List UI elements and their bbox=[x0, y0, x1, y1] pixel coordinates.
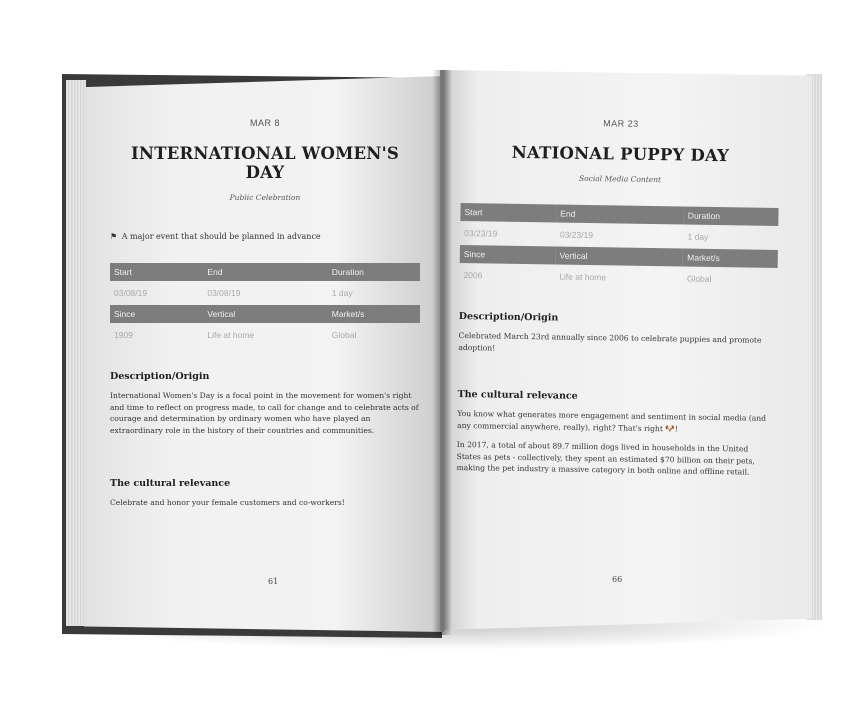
table-row bbox=[110, 323, 420, 347]
table-header-cell: End bbox=[203, 263, 327, 281]
table-header-cell: End bbox=[556, 204, 684, 224]
table-cell: 03/23/19 bbox=[559, 229, 594, 241]
page-number: 66 bbox=[612, 575, 623, 584]
table-header-cell: Start bbox=[110, 263, 203, 281]
planning-note-text: A major event that should be planned in advance bbox=[121, 232, 321, 241]
table-header-cell: Since bbox=[460, 245, 556, 265]
table-row bbox=[459, 263, 777, 292]
table-row bbox=[110, 281, 420, 305]
table-header-cell: Vertical bbox=[555, 246, 683, 266]
table-header-cell: Market/s bbox=[328, 305, 420, 323]
table-cell: Global bbox=[686, 273, 712, 284]
table-cell: 03/08/19 bbox=[114, 288, 148, 298]
book-gutter bbox=[432, 70, 452, 635]
section-heading: Description/Origin bbox=[110, 371, 210, 382]
table-header-cell: Duration bbox=[684, 206, 779, 225]
table-cell: Life at home bbox=[559, 271, 607, 283]
table-header-cell: Vertical bbox=[203, 305, 327, 323]
table-cell: 1 day bbox=[687, 231, 709, 242]
section-heading: The cultural relevance bbox=[110, 478, 231, 489]
left-page-content bbox=[110, 118, 420, 509]
page-subtitle: Public Celebration bbox=[229, 193, 301, 202]
table-header-row bbox=[110, 263, 420, 281]
table-cell: Global bbox=[331, 330, 357, 340]
page-title: NATIONAL PUPPY DAY bbox=[511, 142, 730, 166]
description-text: Celebrated March 23rd annually since 2006 to celebrate puppies and promote adoption! bbox=[458, 330, 762, 353]
table-cell: Life at home bbox=[207, 330, 255, 340]
table-header-row bbox=[110, 305, 420, 323]
flag-icon: ⚑ bbox=[110, 232, 118, 241]
page-number: 61 bbox=[268, 577, 279, 586]
table-header-cell: Since bbox=[110, 305, 203, 323]
relevance-text: You know what generates more engagement and sentiment in social media (and any commercial anywhere, really), right? That's right 🐶! bbox=[457, 408, 767, 433]
table-cell: 03/23/19 bbox=[464, 228, 498, 239]
table-cell: 1909 bbox=[114, 330, 133, 340]
table-header-cell: Start bbox=[460, 203, 556, 223]
description-text: International Women's Day is a focal point in the movement for women's right and time to reflect on progress made, to call for change and to celebrate acts of courage and determination by ordinary women who have played an extraordinary role in the history of their countries and communities. bbox=[110, 391, 419, 435]
planning-note bbox=[110, 232, 420, 241]
table-header-cell: Duration bbox=[328, 263, 420, 281]
section-heading: Description/Origin bbox=[458, 310, 559, 324]
table-cell: 2006 bbox=[463, 270, 483, 281]
event-info-table bbox=[459, 203, 778, 292]
event-info-table bbox=[110, 263, 420, 347]
page-edges-left bbox=[66, 80, 86, 626]
relevance-text: In 2017, a total of about 89.7 million dogs lived in households in the United States as pets - collectively, they spent an estimated $70 billion on their pets, making the pet industry a massive category in both online and offline retail. bbox=[456, 439, 755, 477]
right-page-content bbox=[456, 116, 780, 478]
page-subtitle: Social Media Content bbox=[578, 173, 662, 185]
page-date: MAR 8 bbox=[249, 118, 280, 128]
page-title: INTERNATIONAL WOMEN'S DAY bbox=[131, 144, 399, 182]
page-date: MAR 23 bbox=[603, 118, 639, 129]
table-cell: 03/08/19 bbox=[207, 288, 241, 298]
section-heading: The cultural relevance bbox=[457, 388, 578, 402]
table-cell: 1 day bbox=[331, 288, 353, 298]
relevance-text: Celebrate and honor your female customers and co-workers! bbox=[110, 498, 345, 507]
table-header-cell: Market/s bbox=[683, 248, 778, 267]
